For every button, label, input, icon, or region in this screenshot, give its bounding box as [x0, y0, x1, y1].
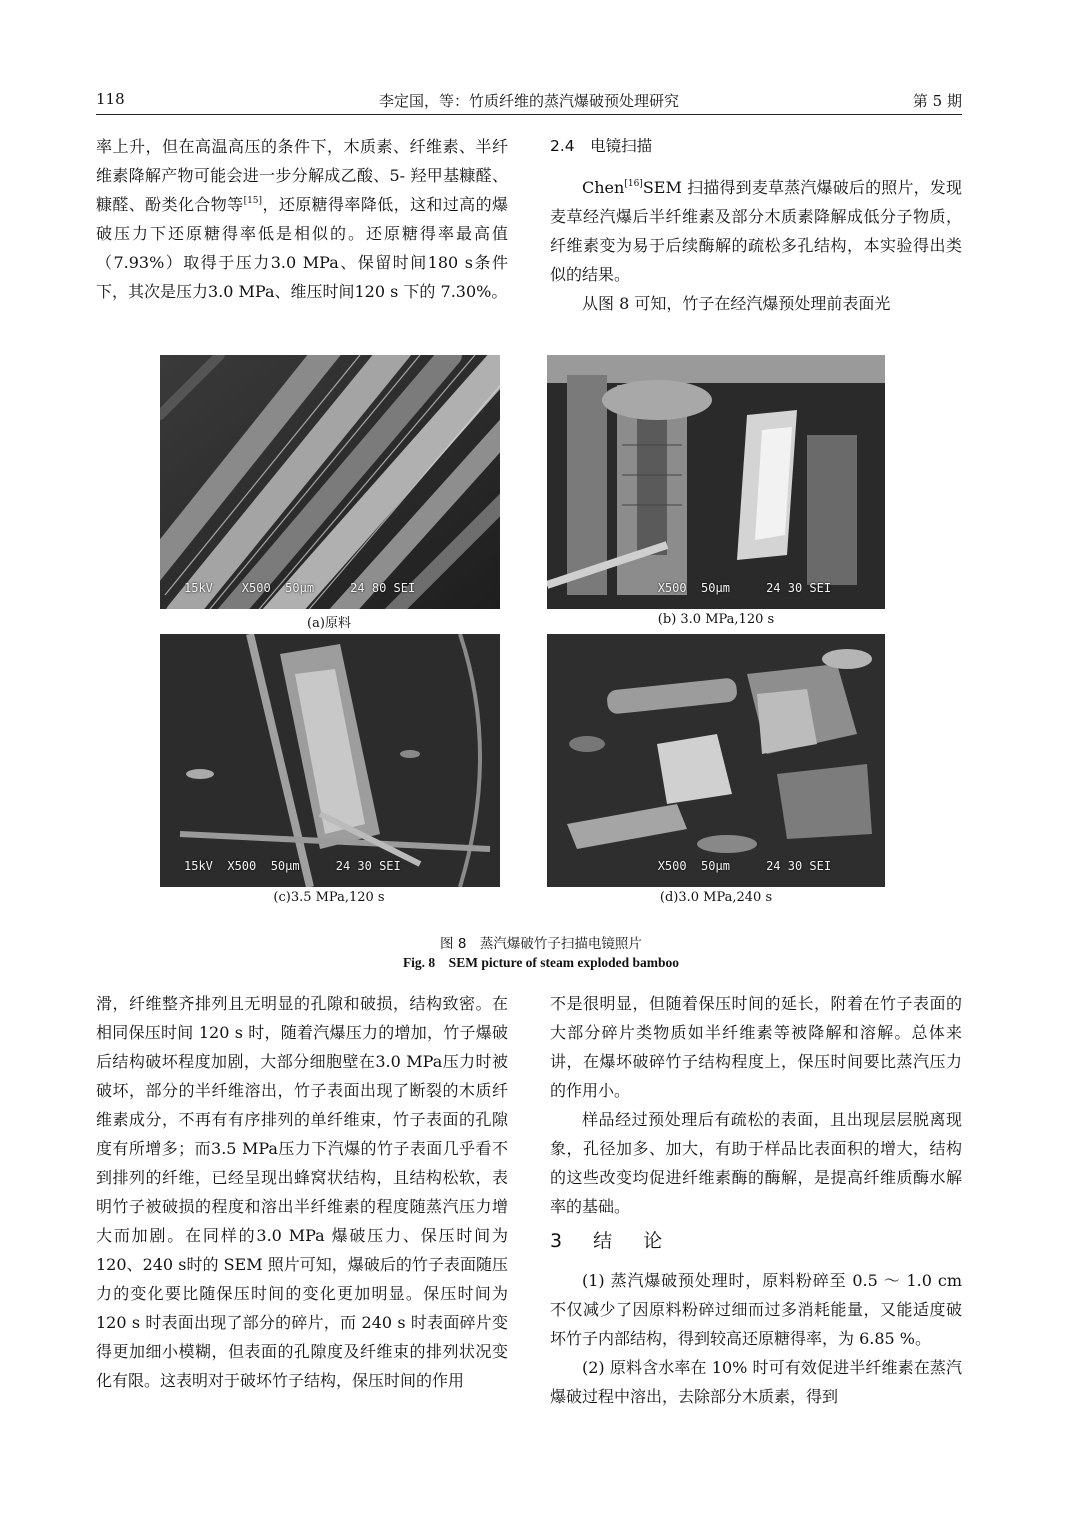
scale-bar-label: 15kV X500 50μm 24 30 SEI	[184, 859, 401, 873]
scale-bar-label: 15kV X500 50μm 24 80 SEI	[184, 581, 416, 595]
panel-caption-d: (d)3.0 MPa,240 s	[659, 890, 773, 905]
running-header	[96, 88, 962, 115]
section-heading: 2.4 电镜扫描	[550, 137, 653, 155]
paragraph: 滑，纤维整齐排列且无明显的孔隙和破损，结构致密。在相同保压时间 120 s 时，随着汽爆压力的增加，竹子爆破后结构破坏程度加剧，大部分细胞壁在3.0 MPa压力时被破坏，部分的半纤维溶出，竹子表面出现了断裂的木质纤维素成分，不再有有序排列的单纤维束，竹子表面的孔隙度有所增多；而3.5 MPa压力下汽爆的竹子表面几乎看不到排列的纤维，已经呈现出蜂窝状结构，且结构松软，表明竹子被破损的程度和溶出半纤维素的程度随蒸汽压力增大而加剧。在同样的3.0 MPa 爆破压力、保压时间为120、240 s时的 SEM 照片可知，爆破后的竹子表面随压力的变化要比随保压时间的变化更加明显。保压时间为 120 s 时表面出现了部分的碎片，而 240 s 时表面碎片变得更加细小模糊，但表面的孔隙度及纤维束的排列状况变化有限。这表明对于破坏竹子结构，保压时间的作用	[96, 994, 508, 1390]
paragraph: 率上升，但在高温高压的条件下，木质素、纤维素、半纤维素降解产物可能会进一步分解成乙酸、5- 羟甲基糠醛、糠醛、酚类化合物等[15]，还原糖得率降低，这和过高的爆破压力下还原糖得率低是相似的。还原糖得率最高值（7.93%）取得于压力3.0 MPa、保留时间180 s条件下，其次是压力3.0 MPa、维压时间120 s 下的 7.30%。	[96, 137, 508, 301]
sem-image-3-5mpa-120s	[160, 634, 500, 887]
scale-bar-label: X500 50μm 24 30 SEI	[571, 581, 832, 595]
figure-caption-en: Fig. 8 SEM picture of steam exploded bamboo	[402, 955, 680, 970]
paragraph: Chen[16]SEM 扫描得到麦草蒸汽爆破后的照片，发现麦草经汽爆后半纤维素及部分木质素降解成低分子物质，纤维素变为易于后续酶解的疏松多孔结构，本实验得出类似的结果。	[550, 178, 962, 284]
figure-caption-cn: 图 8 蒸汽爆破竹子扫描电镜照片	[440, 936, 642, 952]
bottom-left-column	[96, 989, 508, 1395]
sem-image-raw-material	[160, 355, 500, 609]
section-heading: 3 结 论	[550, 1230, 669, 1252]
citation[interactable]: [15]	[243, 196, 263, 206]
running-title: 李定国，等：竹质纤维的蒸汽爆破预处理研究	[378, 92, 679, 110]
citation[interactable]: [16]	[624, 179, 643, 189]
conclusion-item: (2) 原料含水率在 10% 时可有效促进半纤维素在蒸汽爆破过程中溶出，去除部分木质素，得到	[550, 1358, 962, 1406]
panel-caption-a: (a)原料	[307, 616, 351, 631]
bottom-right-column	[550, 989, 962, 1411]
sem-image-3-0mpa-120s	[547, 355, 885, 609]
paragraph: 不是很明显，但随着保压时间的延长，附着在竹子表面的大部分碎片类物质如半纤维素等被降解和溶解。总体来讲，在爆坏破碎竹子结构程度上，保压时间要比蒸汽压力的作用小。	[550, 994, 962, 1100]
panel-caption-b: (b) 3.0 MPa,120 s	[657, 612, 775, 627]
panel-caption-c: (c)3.5 MPa,120 s	[273, 890, 385, 905]
conclusion-item: (1) 蒸汽爆破预处理时，原料粉碎至 0.5 ～ 1.0 cm 不仅减少了因原料粉碎过细而过多消耗能量，又能适度破坏竹子内部结构，得到较高还原糖得率，为 6.85 %。	[550, 1271, 962, 1348]
sem-image-3-0mpa-240s	[547, 634, 885, 887]
page-number: 118	[96, 90, 125, 108]
issue-number: 第 5 期	[912, 92, 962, 110]
paragraph: 样品经过预处理后有疏松的表面，且出现层层脱离现象，孔径加多、加大，有助于样品比表面积的增大，结构的这些改变均促进纤维素酶的酶解，是提高纤维质酶水解率的基础。	[550, 1110, 962, 1216]
scale-bar-label: X500 50μm 24 30 SEI	[571, 859, 832, 873]
top-left-column	[96, 132, 508, 306]
paragraph: 从图 8 可知，竹子在经汽爆预处理前表面光	[582, 294, 891, 313]
top-right-column	[550, 132, 962, 318]
